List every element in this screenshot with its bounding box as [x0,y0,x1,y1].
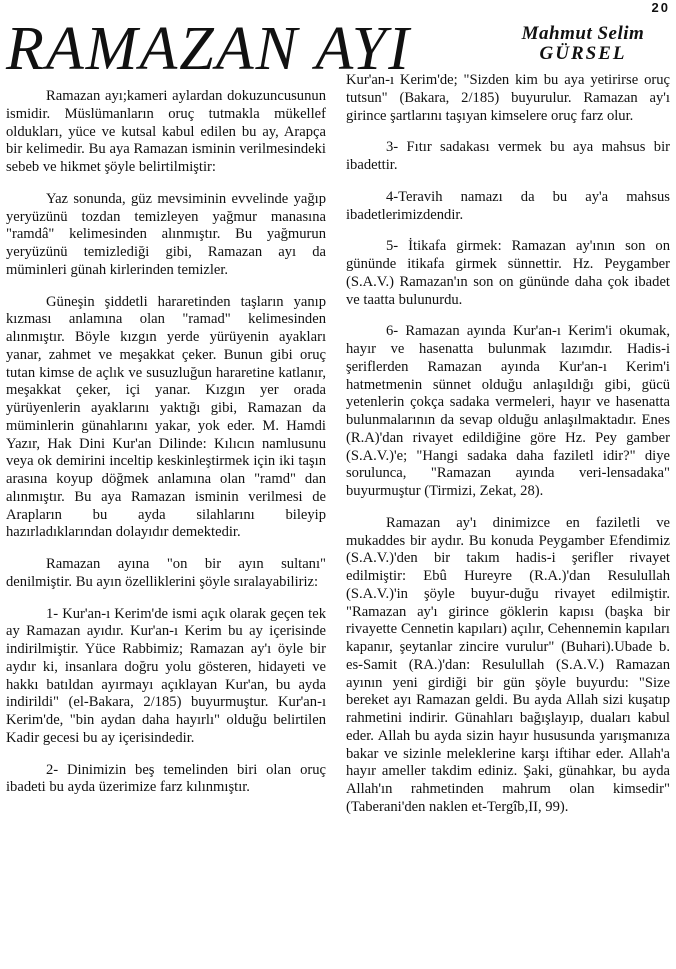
page-number: 20 [651,0,670,15]
author-name [500,24,666,64]
paragraph: Güneşin şiddetli hararetinden taşların yanıp kızması anlamına olan "ramad" kelimesinden alınmıştır. Böyle kızgın yerde yürüyenin ayakları yanar, zahmet ve meşakkat çeker. Bunun gibi oruç tutan kimse de açlık ve susuzluğun hararetine katlanır, meşakkat çeker, içi yanar. Kızgın yer orada yürüyenlerin ayaklarını yaktığı gibi, Ramazan da müminlerin günahlarını yakar, yok eder. M. Hamdi Yazır, Hak Dini Kur'an Dilinde: Kılıcın namlusunu veya ok demirini inceltip keskinleştirmek için iki taşın arasına koyup döğmek anlamına olan "ramd" dan alınmıştır. Bu aya Ramazan isminin verilmesi de Arapların bu ayda silahlarını bileyip hazırladıklarından dolayıdır demektedir. [6,293,326,541]
paragraph: 2- Dinimizin beş temelinden biri olan oruç ibadeti bu ayda üzerimize farz kılınmıştır. [6,761,326,796]
paragraph: 4-Teravih namazı da bu ay'a mahsus ibadetlerimizdendir. [346,188,670,223]
author-first-name: Mahmut Selim [521,23,645,44]
paragraph: Yaz sonunda, güz mevsiminin evvelinde yağıp yeryüzünü tozdan temizleyen yağmur manasına "ramdâ" kelimesinden alınmıştır. Bu yağmurun yeryüzünü temizlediği gibi, Ramazan ayı da müminleri günah kirlerinden temizler. [6,190,326,278]
left-column [6,88,326,966]
paragraph: Ramazan ayı;kameri aylardan dokuzuncusunun ismidir. Müslümanların oruç tutmakla mükellef oldukları, yüce ve kutsal kabul edilen bu ay, Arapça bir kelimedir. Bu aya Ramazan isminin verilmesindeki sebeb ve hikmet şöyle belirtilmiştir: [6,88,326,175]
author-last-name: GÜRSEL [539,43,627,64]
paragraph: 3- Fıtır sadakası vermek bu aya mahsus bir ibadettir. [346,139,670,173]
paragraph: Kur'an-ı Kerim'de; "Sizden kim bu aya yetirirse oruç tutsun" (Bakara, 2/185) buyurulur. Ramazan ay'ı girince şartlarını taşıyan kimselere oruç farz olur. [346,72,670,124]
right-column [346,72,670,966]
article-title: RAMAZAN AYI [6,15,411,83]
paragraph: Ramazan ay'ı dinimizce en faziletli ve mukaddes bir aydır. Bu konuda Peygamber Efendimiz (S.A.V.)'den bir takım hadis-i şerifler rivayet edilmiştir: Ebû Hureyre (R.A.)'dan Resulullah (S.A.V.)'in şöyle buyur-duğu rivayet edilmiştir. "Ramazan ay'ı girince göklerin kapısı (başka bir rivayette Cennetin kapıları) açılır, Cehennemin kapıları kapanır, şeytanlar zincire vurulur" (Buhari).Ubade b. es-Samit (RA.)'dan: Resulullah (S.A.V.) Ramazan ayının yeni girdiği bir gün şöyle buyurdu: "Size bereket ayı Ramazan geldi. Bu ayda Allah sizi kuşatıp rahmetini indirir. Günahları bağışlayıp, duaları kabul eder. Allah bu ayda sizin hayır hususunda yarışmanıza bakar ve sizinle meleklerine karşı iftihar eder. Allah'a hayır ameller takdim ediniz. Şaki, günahkar, bu ayda Allah'ın rahmetinden mahrum olan kimsedir" (Taberani'den naklen et-Tergîb,II, 99). [346,514,670,815]
paragraph: 6- Ramazan ayında Kur'an-ı Kerim'i okumak, hayır ve hasenatta bulunmak lazımdır. Hadis-i şeriflerden Ramazan ayında Kur'an-ı Kerim'i hatmetmenin sünnet olduğu anlaşıldığı gibi, gücü yetenlerin çokça sadaka vermeleri, hayır ve hasenatta bulunmalarının da sevap olduğu anlaşılmaktadır. Enes (R.A)'dan rivayet edildiğine göre Hz. Pey gamber (S.A.V.)'e; "Hangi sadaka daha faziletl idir?" diye sorulunca, "Ramazan ayında veri-lensadaka" buyurmuştur (Tirmizi, Zekat, 28). [346,323,670,499]
paragraph: 1- Kur'an-ı Kerim'de ismi açık olarak geçen tek ay Ramazan ayıdır. Kur'an-ı Kerim bu ay içerisinde indirilmiştir. Yüce Rabbimiz; Ramazan ay'ı öyle bir aydır ki, insanlara doğru yolu gösteren, hidayeti ve hakkı batıldan ayırmayı açıklayan Kur'an, bu ayda indirildi" (el-Bakara, 2/185) buyurmuştur. Kur'an-ı Kerim'de, "bin aydan daha hayırlı" olduğu belirtilen Kadir gecesi bu ay içerisindedir. [6,605,326,746]
paragraph: Ramazan ayına "on bir ayın sultanı" denilmiştir. Bu ayın özelliklerini şöyle sıralayabiliriz: [6,556,326,590]
paragraph: 5- İtikafa girmek: Ramazan ay'ının son on gününde itikafa girmek sünnettir. Hz. Peygamber (S.A.V.) Ramazan'ın son on gününde daha çok ibadet ve taatta bulunurdu. [346,238,670,308]
